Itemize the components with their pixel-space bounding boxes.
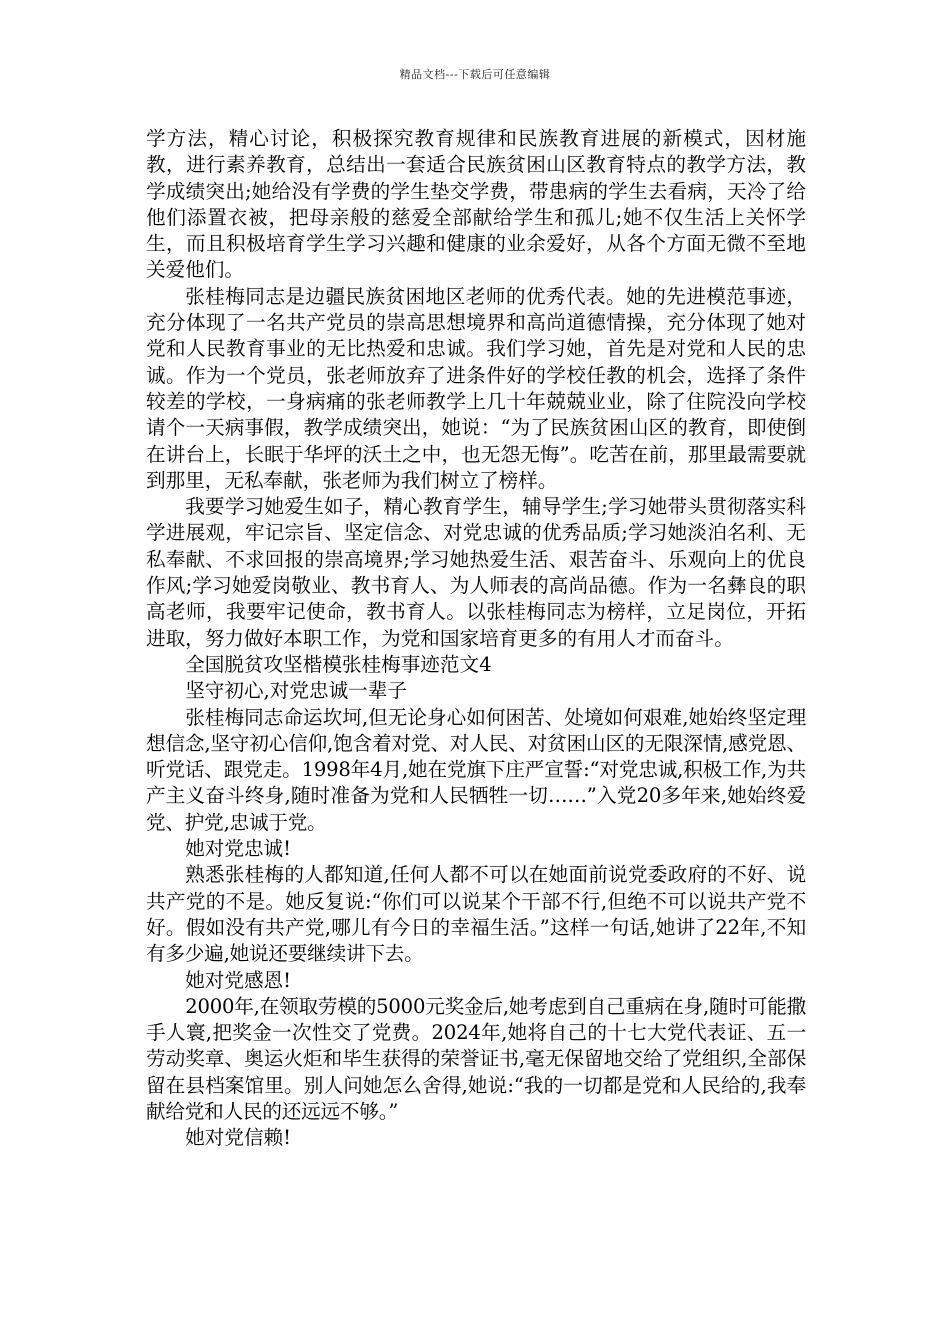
section-heading: 全国脱贫攻坚楷模张桂梅事迹范文4 [185, 652, 492, 676]
paragraph-3: 我要学习她爱生如子，精心教育学生，辅导学生;学习她带头贯彻落实科学进展观，牢记宗旨、坚定信念、对党忠诚的优秀品质;学习她淡泊名利、无私奉献、不求回报的崇高境界;学习她热爱生活、艰苦奋斗、乐观向上的优良作风;学习她爱岗敬业、教书育人、为人师表的高尚品德。作为一名彝良的职高老师，我要牢记使命，教书育人。以张桂梅同志为榜样，立足岗位，开拓进取，努力做好本职工作，为党和国家培育更多的有用人才而奋斗。 [146, 495, 806, 650]
paragraph-1: 学方法，精心讨论，积极探究教育规律和民族教育进展的新模式，因材施教，进行素养教育，总结出一套适合民族贫困山区教育特点的教学方法，教学成绩突出;她给没有学费的学生垫交学费，带患病的学生去看病，天冷了给他们添置衣被，把母亲般的慈爱全部献给学生和孤儿;她不仅生活上关怀学生，而且积极培育学生学习兴趣和健康的业余爱好，从各个方面无微不至地关爱他们。 [146, 127, 806, 282]
document-body [146, 126, 806, 1152]
subheading-grateful: 她对党感恩! [185, 968, 292, 992]
page-header: 精品文档---下载后可任意编辑 [399, 68, 551, 81]
subheading-loyal: 她对党忠诚! [185, 837, 292, 861]
paragraph-4: 张桂梅同志命运坎坷,但无论身心如何困苦、处境如何艰难,她始终坚定理想信念,坚守初心信仰,饱含着对党、对人民、对贫困山区的无限深情,感党恩、听党话、跟党走。1998年4月,她在党旗下庄严宣誓:“对党忠诚,积极工作,为共产主义奋斗终身,随时准备为党和人民牺牲一切……”入党20多年来,她始终爱党、护党,忠诚于党。 [146, 705, 806, 834]
paragraph-2: 张桂梅同志是边疆民族贫困地区老师的优秀代表。她的先进模范事迹，充分体现了一名共产党员的崇高思想境界和高尚道德情操，充分体现了她对党和人民教育事业的无比热爱和忠诚。我们学习她，首先是对党和人民的忠诚。作为一个党员，张老师放弃了进条件好的学校任教的机会，选择了条件较差的学校，一身病痛的张老师教学上几十年兢兢业业，除了住院没向学校请个一天病事假，教学成绩突出，她说：“为了民族贫困山区的教育，即使倒在讲台上，长眠于华坪的沃土之中，也无怨无悔”。吃苦在前，那里最需要就到那里，无私奉献，张老师为我们树立了榜样。 [146, 284, 806, 492]
subheading: 坚守初心,对党忠诚一辈子 [185, 679, 407, 703]
paragraph-6: 2000年,在领取劳模的5000元奖金后,她考虑到自己重病在身,随时可能撒手人寰,把奖金一次性交了党费。2024年,她将自己的十七大党代表证、五一劳动奖章、奥运火炬和毕生获得的荣誉证书,毫无保留地交给了党组织,全部保留在县档案馆里。别人问她怎么舍得,她说:“我的一切都是党和人民给的,我奉献给党和人民的还远远不够。” [146, 994, 806, 1123]
subheading-trust: 她对党信赖! [185, 1126, 292, 1150]
paragraph-5: 熟悉张桂梅的人都知道,任何人都不可以在她面前说党委政府的不好、说共产党的不是。她反复说:“你们可以说某个干部不行,但绝不可以说共产党不好。假如没有共产党,哪儿有今日的幸福生活。”这样一句话,她讲了22年,不知有多少遍,她说还要继续讲下去。 [146, 863, 806, 966]
